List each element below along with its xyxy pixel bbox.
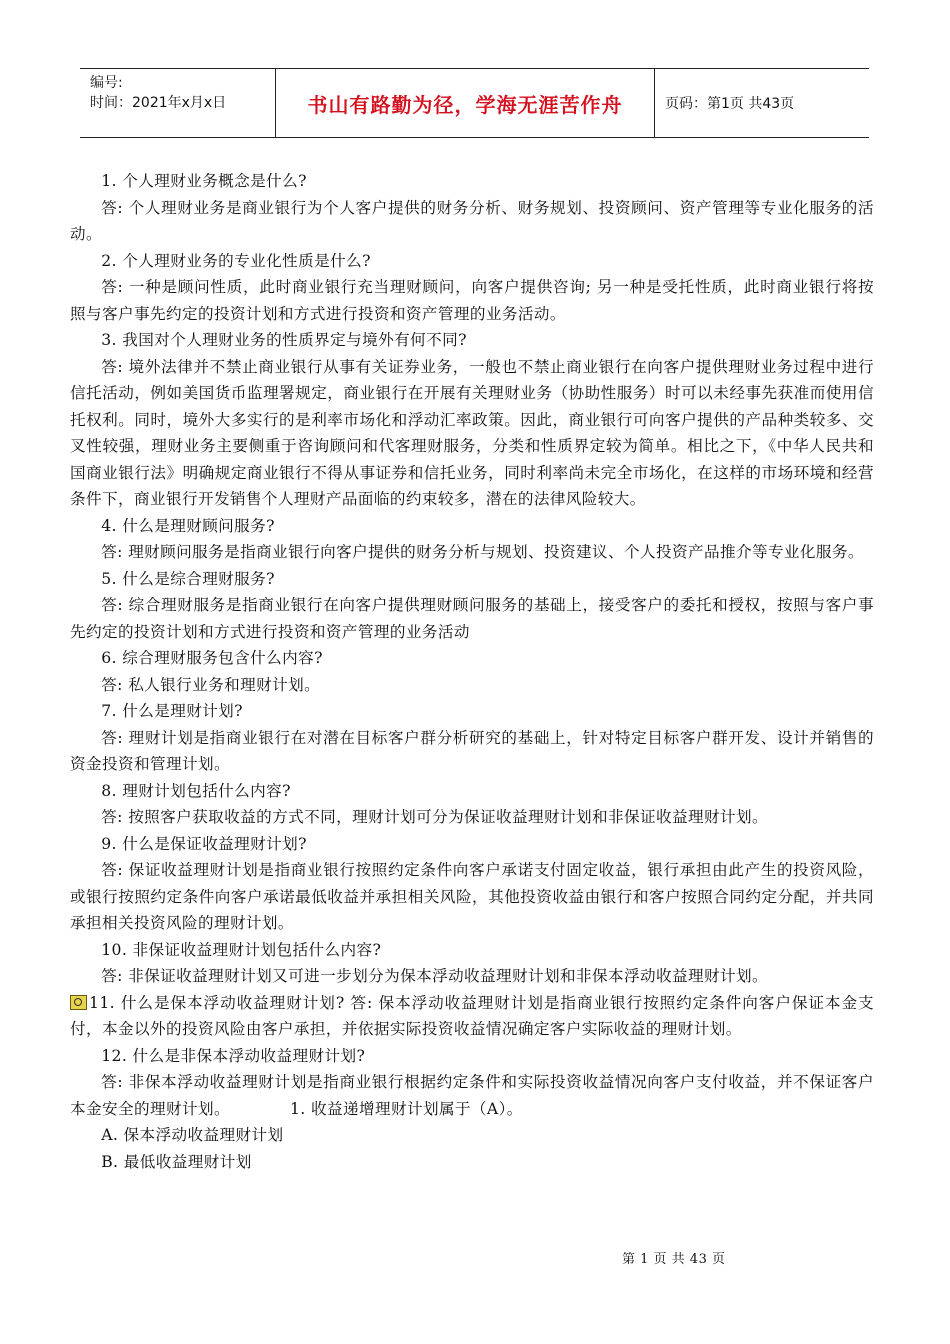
number-label: 编号:: [90, 75, 123, 91]
question-10: 10. 非保证收益理财计划包括什么内容?: [101, 940, 382, 959]
answer-10: 答: 非保证收益理财计划又可进一步划分为保本浮动收益理财计划和非保本浮动收益理财计划。: [101, 967, 768, 985]
time-label: 时间：2021年x月x日: [90, 95, 227, 111]
answer-6: 答: 私人银行业务和理财计划。: [101, 675, 321, 694]
question-answer-11-text: 11. 什么是保本浮动收益理财计划? 答: 保本浮动收益理财计划是指商业银行按照约定条件向客户保证本金支付，本金以外的投资风险由客户承担，并依据实际投资收益情况确定客户实际收益的理财计划。: [70, 993, 874, 1038]
answer-4: 答: 理财顾问服务是指商业银行向客户提供的财务分析与规划、投资建议、个人投资产品推介等专业化服务。: [101, 543, 864, 561]
document-header: [80, 68, 869, 138]
header-meta: [80, 69, 276, 137]
question-3: 3. 我国对个人理财业务的性质界定与境外有何不同?: [101, 331, 467, 349]
answer-9: 答: 保证收益理财计划是指商业银行按照约定条件向客户承诺支付固定收益，银行承担由此产生的投资风险，或银行按照约定条件向客户承诺最低收益并承担相关风险，其他投资收益由银行和客户按照合同约定分配，并共同承担相关投资风险的理财计划。: [70, 861, 874, 932]
page-footer: 第 1 页 共 43 页: [622, 1252, 726, 1267]
question-5: 5. 什么是综合理财服务?: [101, 569, 275, 588]
question-9: 9. 什么是保证收益理财计划?: [101, 834, 307, 853]
header-page-info: 页码：第1页 共43页: [665, 96, 795, 112]
header-motto: 书山有路勤为径，学海无涯苦作舟: [276, 69, 655, 137]
answer-5: 答: 综合理财服务是指商业银行在向客户提供理财顾问服务的基础上，接受客户的委托和授权，按照与客户事先约定的投资计划和方式进行投资和资产管理的业务活动: [70, 596, 874, 641]
mc-option-a: A. 保本浮动收益理财计划: [101, 1126, 284, 1144]
mc-option-b: B. 最低收益理财计划: [101, 1152, 252, 1171]
answer-12-text: 答: 非保本浮动收益理财计划是指商业银行根据约定条件和实际投资收益情况向客户支付收益，并不保证客户本金安全的理财计划。: [70, 1073, 874, 1118]
question-12: 12. 什么是非保本浮动收益理财计划?: [101, 1046, 366, 1065]
answer-3: 答: 境外法律并不禁止商业银行从事有关证券业务，一般也不禁止商业银行在向客户提供理财业务过程中进行信托活动，例如美国货币监理署规定，商业银行在开展有关理财业务（协助性服务）时可以未经事先获准而使用信托权利。同时，境外大多实行的是利率市场化和浮动汇率政策。因此，商业银行可向客户提供的产品种类较多、交叉性较强，理财业务主要侧重于咨询顾问和代客理财服务，分类和性质界定较为简单。相比之下，《中华人民共和国商业银行法》明确规定商业银行不得从事证券和信托业务，同时利率尚未完全市场化，在这样的市场环境和经营条件下，商业银行开发销售个人理财产品面临的约束较多，潜在的法律风险较大。: [70, 357, 874, 508]
question-4: 4. 什么是理财顾问服务?: [101, 516, 275, 535]
mc-question-1: 1. 收益递增理财计划属于（A）。: [289, 1099, 523, 1118]
answer-8: 答: 按照客户获取收益的方式不同，理财计划可分为保证收益理财计划和非保证收益理财计划。: [101, 808, 768, 826]
question-1: 1. 个人理财业务概念是什么?: [101, 172, 307, 190]
question-6: 6. 综合理财服务包含什么内容?: [101, 649, 323, 667]
answer-12: [70, 1069, 874, 1122]
document-body: [70, 168, 874, 1175]
question-7: 7. 什么是理财计划?: [101, 702, 243, 720]
question-answer-11: [70, 990, 874, 1043]
note-annotation-icon[interactable]: [70, 995, 87, 1010]
answer-7: 答: 理财计划是指商业银行在对潜在目标客户群分析研究的基础上，针对特定目标客户群开发、设计并销售的资金投资和管理计划。: [70, 728, 874, 773]
answer-2: 答: 一种是顾问性质，此时商业银行充当理财顾问，向客户提供咨询; 另一种是受托性质，此时商业银行将按照与客户事先约定的投资计划和方式进行投资和资产管理的业务活动。: [70, 278, 874, 323]
question-2: 2. 个人理财业务的专业化性质是什么?: [101, 251, 371, 270]
answer-1: 答: 个人理财业务是商业银行为个人客户提供的财务分析、财务规划、投资顾问、资产管理等专业化服务的活动。: [70, 198, 874, 243]
question-8: 8. 理财计划包括什么内容?: [101, 781, 291, 800]
